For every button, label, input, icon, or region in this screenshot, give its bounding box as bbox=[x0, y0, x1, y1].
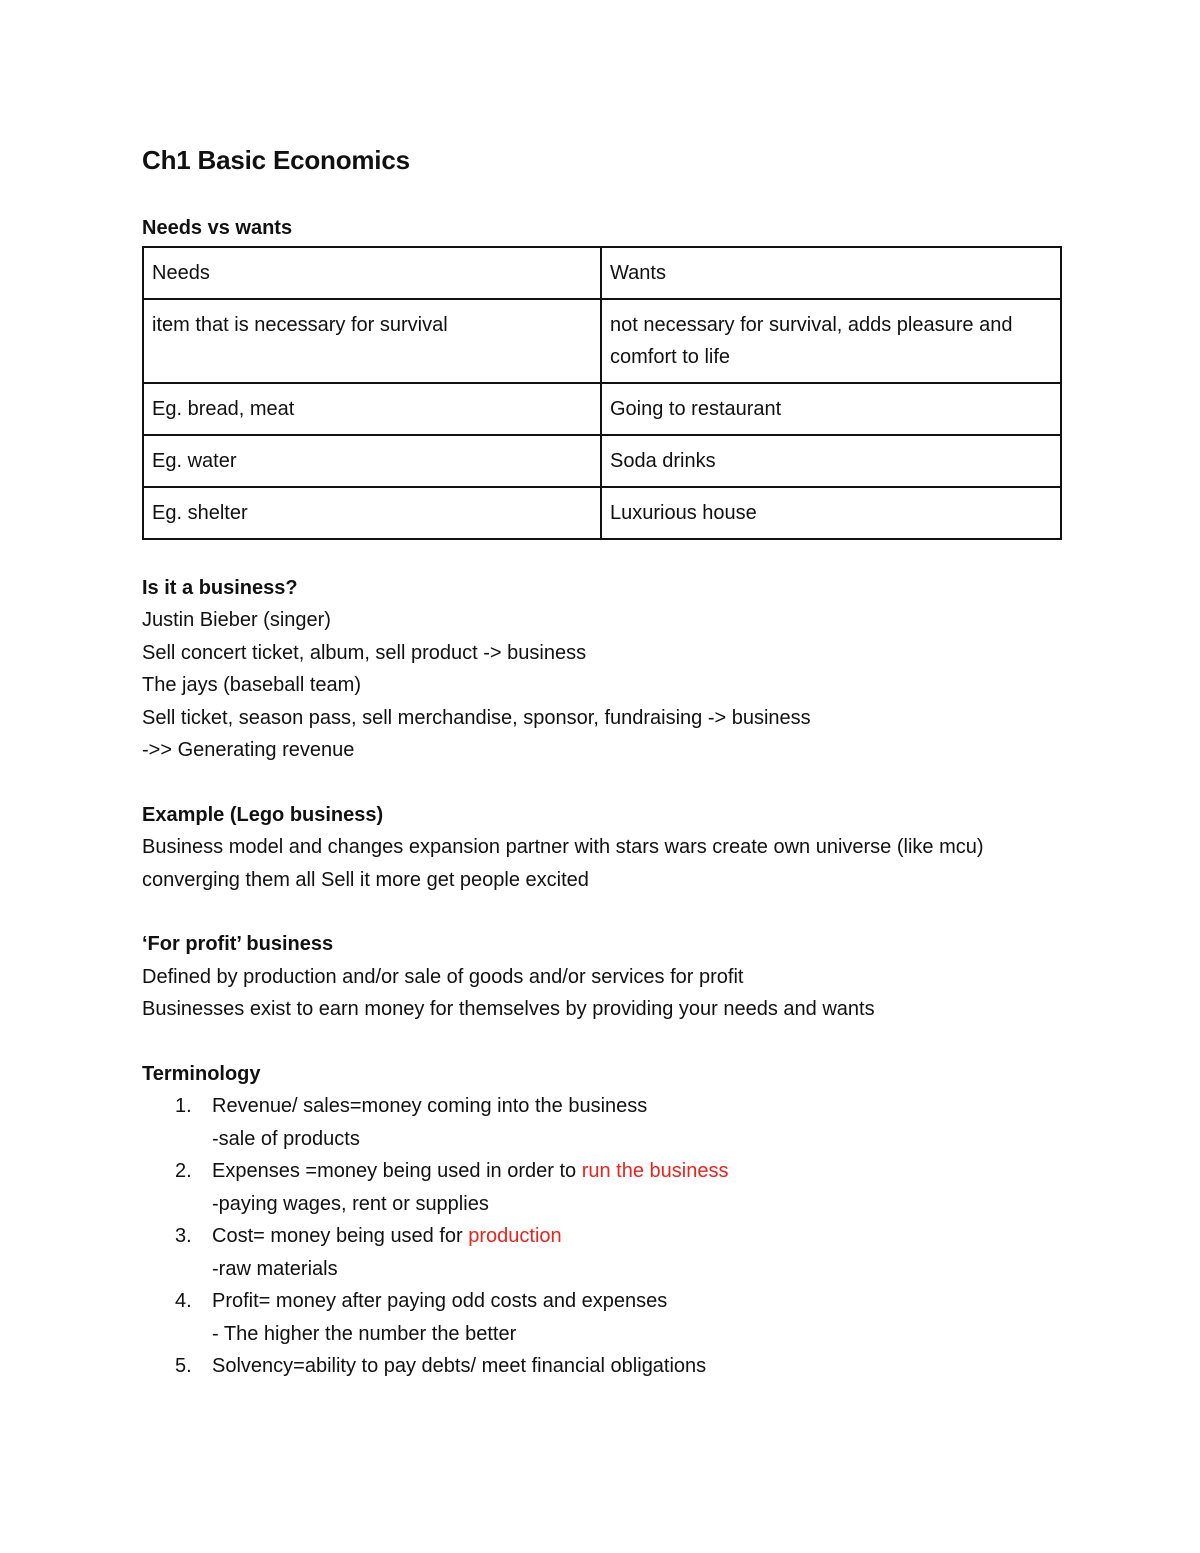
table-cell: Wants bbox=[601, 247, 1061, 299]
list-item bbox=[142, 1285, 1062, 1350]
spacer bbox=[142, 767, 1062, 799]
term-text: Revenue/ sales=money coming into the business bbox=[212, 1095, 648, 1117]
example-heading: Example (Lego business) bbox=[142, 803, 384, 826]
term-sub: -sale of products bbox=[212, 1127, 360, 1150]
list-number: 5. bbox=[175, 1355, 192, 1377]
term-highlight: run the business bbox=[581, 1160, 729, 1182]
business-heading: Is it a business? bbox=[142, 576, 298, 599]
term-sub: -raw materials bbox=[212, 1257, 338, 1280]
spacer bbox=[142, 1026, 1062, 1058]
business-line: Sell concert ticket, album, sell product -> business bbox=[142, 641, 587, 664]
table-cell: not necessary for survival, adds pleasure and comfort to life bbox=[601, 299, 1061, 383]
page-title: Ch1 Basic Economics bbox=[142, 145, 410, 175]
for-profit-line: Businesses exist to earn money for themselves by providing your needs and wants bbox=[142, 998, 875, 1020]
list-number: 3. bbox=[175, 1225, 192, 1247]
spacer bbox=[142, 896, 1062, 928]
term-text: Expenses =money being used in order to bbox=[212, 1160, 582, 1182]
table-row bbox=[143, 299, 1061, 383]
table-cell: Soda drinks bbox=[601, 435, 1061, 487]
terminology-list bbox=[142, 1090, 1062, 1383]
term-text: Profit= money after paying odd costs and expenses bbox=[212, 1290, 668, 1312]
list-item bbox=[142, 1090, 1062, 1155]
table-cell: Eg. water bbox=[143, 435, 601, 487]
business-line: ->> Generating revenue bbox=[142, 739, 355, 761]
for-profit-heading: ‘For profit’ business bbox=[142, 933, 334, 955]
table-row bbox=[143, 247, 1061, 299]
business-line: Justin Bieber (singer) bbox=[142, 609, 331, 631]
term-highlight: production bbox=[468, 1225, 562, 1247]
list-number: 1. bbox=[175, 1095, 192, 1117]
needs-wants-heading: Needs vs wants bbox=[142, 217, 293, 239]
business-line: Sell ticket, season pass, sell merchandise, sponsor, fundraising -> business bbox=[142, 706, 811, 729]
table-row bbox=[143, 383, 1061, 435]
table-cell: item that is necessary for survival bbox=[143, 299, 601, 383]
table-cell: Eg. shelter bbox=[143, 487, 601, 539]
business-line: The jays (baseball team) bbox=[142, 674, 361, 696]
table-cell: Luxurious house bbox=[601, 487, 1061, 539]
list-item bbox=[142, 1220, 1062, 1285]
table-row bbox=[143, 487, 1061, 539]
list-item bbox=[142, 1155, 1062, 1220]
table-cell: Eg. bread, meat bbox=[143, 383, 601, 435]
list-number: 2. bbox=[175, 1160, 192, 1182]
example-text: Business model and changes expansion partner with stars wars create own universe (like mcu) converging them all Sell it more get people excited bbox=[142, 836, 984, 891]
table-cell: Going to restaurant bbox=[601, 383, 1061, 435]
list-number: 4. bbox=[175, 1290, 192, 1312]
document-page bbox=[142, 138, 1062, 1383]
for-profit-line: Defined by production and/or sale of goods and/or services for profit bbox=[142, 965, 744, 988]
term-sub: - The higher the number the better bbox=[212, 1322, 517, 1345]
terminology-heading: Terminology bbox=[142, 1062, 261, 1085]
term-text: Solvency=ability to pay debts/ meet financial obligations bbox=[212, 1355, 707, 1377]
table-row bbox=[143, 435, 1061, 487]
spacer bbox=[142, 182, 1062, 212]
needs-wants-table bbox=[142, 246, 1062, 540]
list-item bbox=[142, 1350, 1062, 1383]
table-cell: Needs bbox=[143, 247, 601, 299]
term-sub: -paying wages, rent or supplies bbox=[212, 1192, 489, 1215]
term-text: Cost= money being used for bbox=[212, 1225, 469, 1247]
spacer bbox=[142, 540, 1062, 572]
